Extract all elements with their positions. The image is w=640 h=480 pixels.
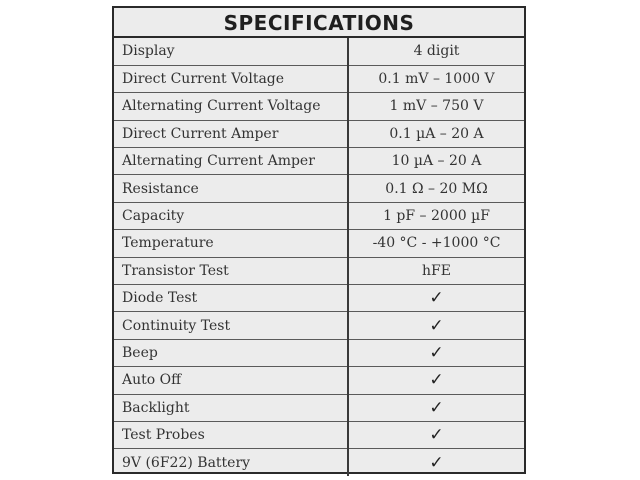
check-icon: ✓ <box>429 370 444 391</box>
table-row <box>114 421 524 448</box>
row-label-beep: Beep <box>114 339 348 366</box>
row-label-continuity-test: Continuity Test <box>114 312 348 339</box>
check-icon: ✓ <box>429 397 444 418</box>
row-label-dc-amper: Direct Current Amper <box>114 120 348 147</box>
table-row <box>114 394 524 421</box>
row-value-backlight <box>348 394 524 421</box>
table-row <box>114 257 524 284</box>
row-label-backlight: Backlight <box>114 394 348 421</box>
row-label-capacity: Capacity <box>114 202 348 229</box>
table-row <box>114 175 524 202</box>
row-label-ac-amper: Alternating Current Amper <box>114 148 348 175</box>
row-value-dc-voltage: 0.1 mV – 1000 V <box>348 65 524 92</box>
table-row <box>114 449 524 476</box>
specifications-title: SPECIFICATIONS <box>114 8 524 38</box>
check-icon: ✓ <box>429 342 444 363</box>
row-label-ac-voltage: Alternating Current Voltage <box>114 93 348 120</box>
table-row <box>114 38 524 65</box>
table-row <box>114 93 524 120</box>
table-row <box>114 339 524 366</box>
row-value-beep <box>348 339 524 366</box>
table-row <box>114 367 524 394</box>
row-label-diode-test: Diode Test <box>114 285 348 312</box>
row-value-temperature: -40 °C - +1000 °C <box>348 230 524 257</box>
row-value-display: 4 digit <box>348 38 524 65</box>
row-label-dc-voltage: Direct Current Voltage <box>114 65 348 92</box>
table-row <box>114 285 524 312</box>
table-row <box>114 202 524 229</box>
check-icon: ✓ <box>429 288 444 309</box>
row-label-battery: 9V (6F22) Battery <box>114 449 348 476</box>
row-value-resistance: 0.1 Ω – 20 MΩ <box>348 175 524 202</box>
table-row <box>114 230 524 257</box>
check-icon: ✓ <box>429 425 444 446</box>
row-label-auto-off: Auto Off <box>114 367 348 394</box>
row-value-diode-test <box>348 285 524 312</box>
specifications-card <box>112 6 526 474</box>
row-value-battery <box>348 449 524 476</box>
row-label-resistance: Resistance <box>114 175 348 202</box>
specifications-table <box>114 38 524 476</box>
row-value-ac-amper: 10 µA – 20 A <box>348 148 524 175</box>
table-row <box>114 312 524 339</box>
row-value-ac-voltage: 1 mV – 750 V <box>348 93 524 120</box>
row-value-transistor-test: hFE <box>348 257 524 284</box>
check-icon: ✓ <box>429 315 444 336</box>
table-row <box>114 120 524 147</box>
row-label-transistor-test: Transistor Test <box>114 257 348 284</box>
row-value-continuity-test <box>348 312 524 339</box>
row-value-dc-amper: 0.1 µA – 20 A <box>348 120 524 147</box>
row-value-test-probes <box>348 421 524 448</box>
check-icon: ✓ <box>429 452 444 473</box>
table-row <box>114 65 524 92</box>
row-label-display: Display <box>114 38 348 65</box>
row-label-test-probes: Test Probes <box>114 421 348 448</box>
table-row <box>114 148 524 175</box>
row-value-auto-off <box>348 367 524 394</box>
row-value-capacity: 1 pF – 2000 µF <box>348 202 524 229</box>
row-label-temperature: Temperature <box>114 230 348 257</box>
